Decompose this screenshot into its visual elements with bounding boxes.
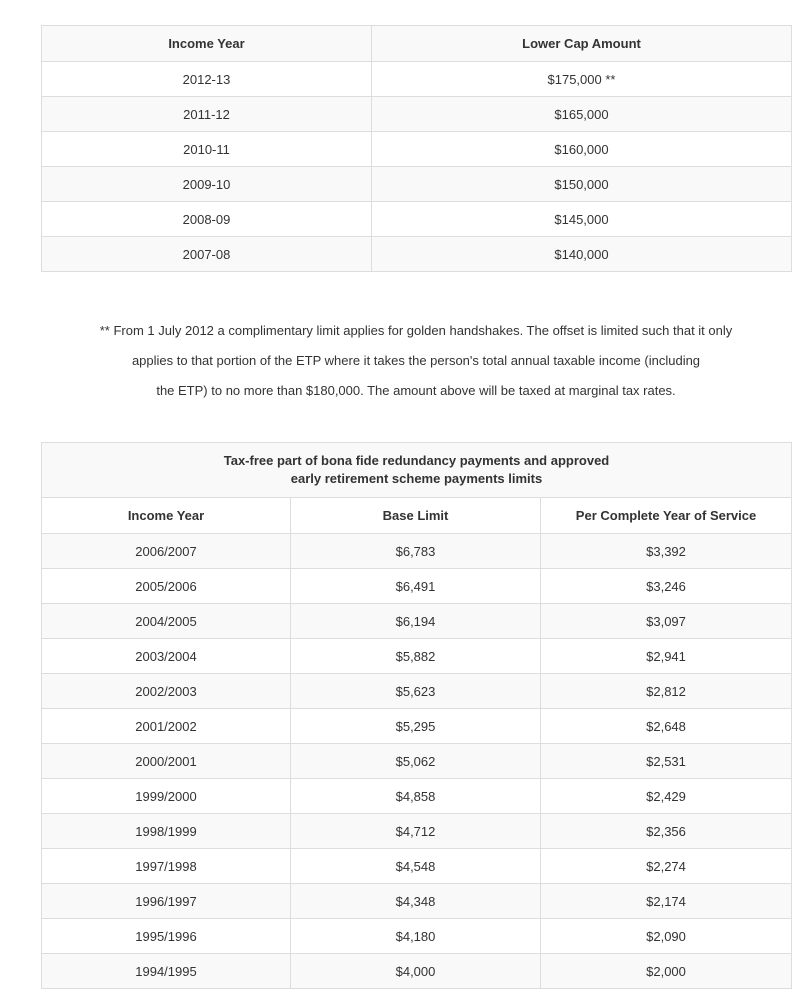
table-row (42, 62, 792, 97)
base-limit-cell: $6,194 (291, 604, 541, 639)
footnote-line: ** From 1 July 2012 a complimentary limit applies for golden handshakes. The offset is limited such that it only (99, 323, 733, 338)
table-row (42, 954, 792, 989)
table-row (42, 884, 792, 919)
footnote-line: the ETP) to no more than $180,000. The amount above will be taxed at marginal tax rates. (156, 383, 676, 398)
table-row (42, 132, 792, 167)
base-limit-cell: $4,712 (291, 814, 541, 849)
income-year-cell: 2005/2006 (42, 569, 291, 604)
column-header-income-year: Income Year (42, 26, 372, 62)
base-limit-cell: $4,548 (291, 849, 541, 884)
table-row (42, 167, 792, 202)
lower-cap-amount-cell: $175,000 ** (372, 62, 792, 97)
redundancy-limits-table (41, 442, 792, 989)
per-year-of-service-cell: $2,356 (541, 814, 792, 849)
table-row (42, 919, 792, 954)
income-year-cell: 2009-10 (42, 167, 372, 202)
column-header-income-year: Income Year (42, 498, 291, 534)
footnote-line: applies to that portion of the ETP where it takes the person's total annual taxable income (including (131, 353, 701, 368)
per-year-of-service-cell: $3,246 (541, 569, 792, 604)
base-limit-cell: $4,180 (291, 919, 541, 954)
column-header-base-limit: Base Limit (291, 498, 541, 534)
per-year-of-service-cell: $2,090 (541, 919, 792, 954)
income-year-cell: 2003/2004 (42, 639, 291, 674)
income-year-cell: 2004/2005 (42, 604, 291, 639)
income-year-cell: 2010-11 (42, 132, 372, 167)
income-year-cell: 1996/1997 (42, 884, 291, 919)
income-year-cell: 2011-12 (42, 97, 372, 132)
column-header-lower-cap-amount: Lower Cap Amount (372, 26, 792, 62)
table-row (42, 779, 792, 814)
table-title-line: early retirement scheme payments limits (290, 471, 543, 486)
table-title-line: Tax-free part of bona fide redundancy payments and approved (223, 453, 610, 468)
lower-cap-table-body (42, 62, 792, 272)
base-limit-cell: $5,882 (291, 639, 541, 674)
table-row (42, 744, 792, 779)
per-year-of-service-cell: $2,812 (541, 674, 792, 709)
redundancy-table-body (42, 534, 792, 989)
lower-cap-amount-cell: $140,000 (372, 237, 792, 272)
table-title (42, 443, 792, 498)
table-row (42, 709, 792, 744)
base-limit-cell: $4,348 (291, 884, 541, 919)
table-row (42, 534, 792, 569)
per-year-of-service-cell: $3,392 (541, 534, 792, 569)
income-year-cell: 1998/1999 (42, 814, 291, 849)
income-year-cell: 1997/1998 (42, 849, 291, 884)
per-year-of-service-cell: $2,429 (541, 779, 792, 814)
table-row (42, 639, 792, 674)
lower-cap-amount-cell: $145,000 (372, 202, 792, 237)
income-year-cell: 2012-13 (42, 62, 372, 97)
table-row (42, 202, 792, 237)
lower-cap-amount-cell: $165,000 (372, 97, 792, 132)
income-year-cell: 2007-08 (42, 237, 372, 272)
base-limit-cell: $5,062 (291, 744, 541, 779)
base-limit-cell: $6,783 (291, 534, 541, 569)
income-year-cell: 2001/2002 (42, 709, 291, 744)
per-year-of-service-cell: $2,000 (541, 954, 792, 989)
income-year-cell: 2000/2001 (42, 744, 291, 779)
table-row (42, 237, 792, 272)
lower-cap-table (41, 25, 792, 272)
income-year-cell: 2002/2003 (42, 674, 291, 709)
table-row (42, 569, 792, 604)
table-row (42, 604, 792, 639)
per-year-of-service-cell: $2,941 (541, 639, 792, 674)
lower-cap-amount-cell: $150,000 (372, 167, 792, 202)
table-header-row (42, 26, 792, 62)
base-limit-cell: $5,623 (291, 674, 541, 709)
per-year-of-service-cell: $2,648 (541, 709, 792, 744)
table-row (42, 849, 792, 884)
column-header-per-year-of-service: Per Complete Year of Service (541, 498, 792, 534)
footnote (60, 316, 772, 406)
table-header-row (42, 498, 792, 534)
base-limit-cell: $6,491 (291, 569, 541, 604)
lower-cap-amount-cell: $160,000 (372, 132, 792, 167)
income-year-cell: 2008-09 (42, 202, 372, 237)
income-year-cell: 1995/1996 (42, 919, 291, 954)
table-row (42, 97, 792, 132)
per-year-of-service-cell: $2,174 (541, 884, 792, 919)
base-limit-cell: $4,000 (291, 954, 541, 989)
base-limit-cell: $4,858 (291, 779, 541, 814)
income-year-cell: 1994/1995 (42, 954, 291, 989)
table-row (42, 814, 792, 849)
per-year-of-service-cell: $2,531 (541, 744, 792, 779)
table-title-row (42, 443, 792, 498)
base-limit-cell: $5,295 (291, 709, 541, 744)
income-year-cell: 2006/2007 (42, 534, 291, 569)
table-row (42, 674, 792, 709)
per-year-of-service-cell: $2,274 (541, 849, 792, 884)
income-year-cell: 1999/2000 (42, 779, 291, 814)
per-year-of-service-cell: $3,097 (541, 604, 792, 639)
